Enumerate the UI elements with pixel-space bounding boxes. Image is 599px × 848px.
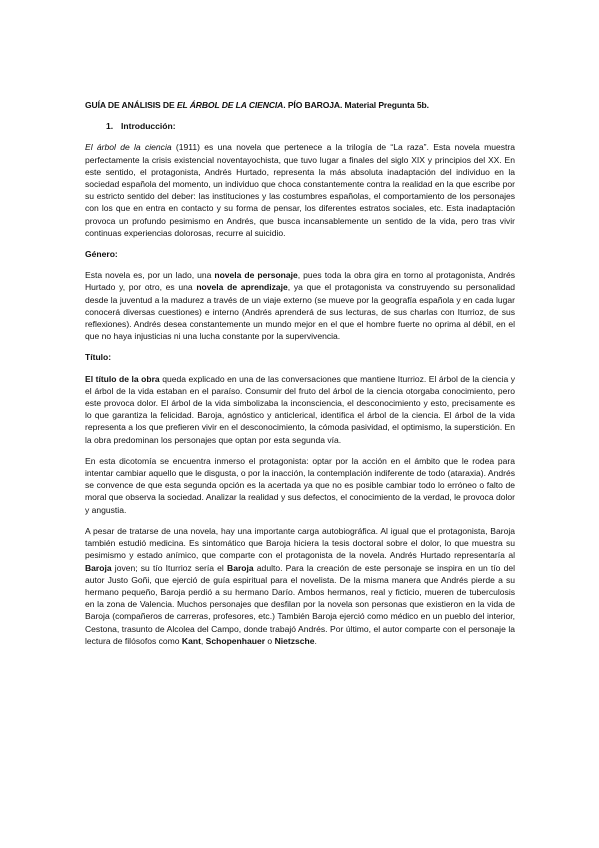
text-run: Esta novela es, por un lado, una	[85, 270, 215, 281]
text-run: A pesar de tratarse de una novela, hay una importante carga autobiográfica. Al igual que el protagonista, Baroja también estudió medicina. Es sintomático que Baroja hiciera la tesis doctoral sobre el dolor, lo que muestra su pesimismo y estado anímico, que comparte con el protagonista de la novela. Andrés Hurtado representaría al	[85, 525, 515, 561]
document-title	[85, 99, 515, 111]
text-run: En esta dicotomía se encuentra inmerso el protagonista: optar por la acción en el ámbito que le rodea para intentar cambiar aquello que le disgusta, o por la inacción, la contemplación indiferente de todo (ataraxia). Andrés se convence de que esta segunda opción es la acertada ya que no es posible cambiar todo lo erróneo o falto de moral que observa la sociedad. Analizar la realidad y sus defectos, el conocimiento de la verdad, le provoca dolor y angustia.	[85, 455, 515, 515]
text-run: EL ÁRBOL DE LA CIENCIA	[176, 100, 284, 110]
section-heading-introduccion	[85, 120, 515, 132]
text-run: Nietzsche	[274, 635, 315, 646]
section-number: 1.	[106, 121, 114, 132]
text-run: . PÍO BAROJA. Material Pregunta 5b.	[283, 100, 429, 110]
genero-paragraph	[85, 269, 515, 342]
document-body	[85, 99, 515, 656]
text-run: o	[265, 635, 275, 646]
text-run: GUÍA DE ANÁLISIS DE	[85, 100, 177, 110]
text-run: novela de personaje	[214, 270, 298, 281]
genero-heading: Género:	[85, 249, 118, 260]
text-run: , ya que el protagonista va construyendo su personalidad desde la juventud a la madurez a través de un viaje externo (se mueve por la geografía española y en cada lugar conocerá diversas cuestiones) e interno (Andrés aprenderá de sus lecturas, de sus charlas con Iturrioz, de sus reflexiones). Andrés desea constantemente un mundo mejor en el que el hombre fuerte no oprima al débil, en el que no haya injusticias ni una lucha constante por la supervivencia.	[85, 282, 516, 342]
text-run: novela de aprendizaje	[196, 282, 288, 293]
text-run: El árbol de la ciencia	[85, 142, 172, 153]
section-label: Introducción:	[121, 121, 176, 132]
titulo-heading: Título:	[85, 352, 112, 363]
intro-paragraph	[85, 141, 515, 239]
text-run: ,	[200, 635, 206, 646]
text-run: .	[314, 635, 317, 646]
titulo-paragraph-2	[85, 455, 515, 516]
text-run: Baroja	[85, 562, 112, 573]
text-run: queda explicado en una de las conversaciones que mantiene Iturrioz. El árbol de la ciencia y el árbol de la vida estaban en el paraíso. Consumir del fruto del árbol de la ciencia otorgaba conocimiento, pero este provoca dolor. El árbol de la vida simbolizaba la inconsciencia, el desconocimiento y esto, precisamente es lo que garantiza la felicidad. Baroja, agnóstico y anticlerical, identifica el árbol de la ciencia. El árbol de la vida representa a los que prefieren vivir en el desconocimiento, la cómoda pasividad, el optimismo, la superstición. En la obra predominan los personajes que optan por esta segunda vía.	[85, 373, 515, 445]
text-run: El título de la obra	[85, 373, 160, 384]
text-run: joven; su tío Iturrioz sería el	[111, 562, 228, 573]
titulo-paragraph-3	[85, 525, 515, 647]
text-run: Schopenhauer	[205, 635, 266, 646]
text-run: Kant	[181, 635, 201, 646]
text-run: adulto. Para la creación de este personaje se inspira en un tío del autor Justo Goñi, que ejerció de guía espiritual para el novelista. De la misma manera que Andrés pierde a su hermano pequeño, Baroja perdió a su hermano Darío. Ambos hermanos, real y ficticio, mueren de tuberculosis en la zona de Valencia. Muchos personajes que desfilan por la novela son personas que existieron en la vida de Baroja (compañeros de carreras, profesores, etc.) También Baroja ejerció como médico en un pueblo del interior, Cestona, trasunto de Alcolea del Campo, donde trabajó Andrés. Por último, el autor comparte con el personaje la lectura de filósofos como	[85, 562, 516, 646]
titulo-paragraph-1	[85, 373, 515, 446]
text-run: Baroja	[227, 562, 254, 573]
text-run: , pues toda la obra gira en torno al protagonista, Andrés Hurtado y, por otro, es una	[85, 270, 515, 293]
text-run: (1911) es una novela que pertenece a la trilogía de “La raza”. Esta novela muestra perfectamente la crisis existencial noventayochista, que tuvo lugar a finales del siglo XIX y principios del XX. En este sentido, el protagonista, Andrés Hurtado, representa la más absoluta inadaptación del individuo en la sociedad española del momento, un individuo que choca constantemente contra la realidad en la que escribe por su estricto sentido del deber: las instituciones y las costumbres españolas, el comportamiento de los personajes con los que en entra en contacto y su forma de pensar, los diferentes estratos sociales, etc. Esta inadaptación provoca un profundo pesimismo en Andrés, que busca incansablemente un sentido de la vida, pero tras vivir continuas experiencias dolorosas, recurre al suicidio.	[85, 142, 515, 238]
